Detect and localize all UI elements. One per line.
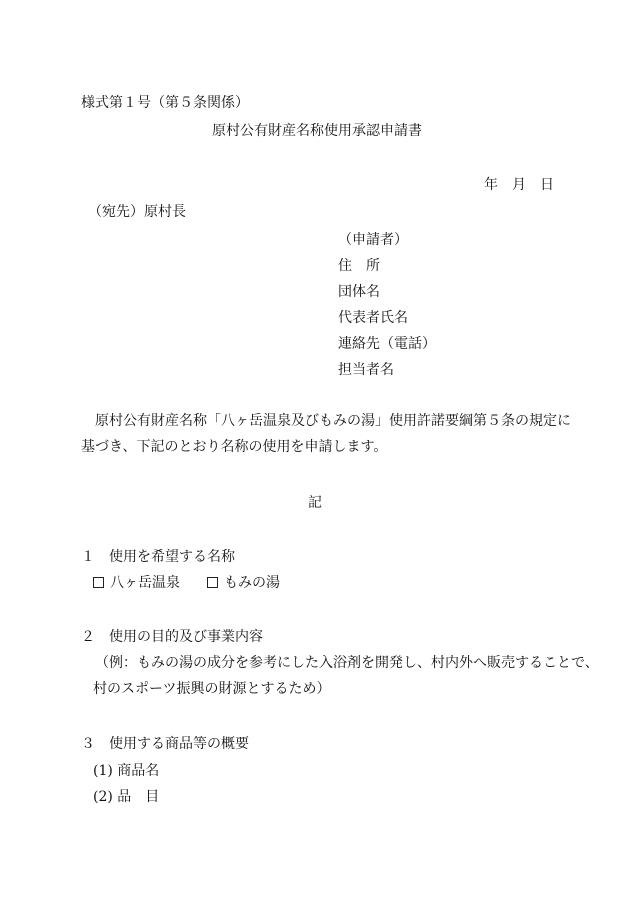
section2-heading: ２ 使用の目的及び事業内容 (81, 629, 263, 645)
section3-item-product-name: (1) 商品名 (93, 763, 160, 779)
section1-heading: １ 使用を希望する名称 (81, 549, 235, 565)
checkbox-icon[interactable] (93, 577, 104, 588)
checkbox-icon[interactable] (207, 577, 218, 588)
section2-example-line1: （例：もみの湯の成分を参考にした入浴剤を開発し、村内外へ販売することで、 (95, 655, 599, 671)
body-text-line2: 基づき、下記のとおり名称の使用を申請します。 (81, 439, 388, 455)
applicant-phone-label: 連絡先（電話） (338, 336, 436, 352)
applicant-address-label: 住 所 (338, 258, 380, 274)
ki-label: 記 (308, 495, 322, 511)
form-header: 様式第１号（第５条関係） (81, 95, 249, 111)
applicant-contact-label: 担当者名 (338, 362, 394, 378)
addressee: （宛先）原村長 (88, 204, 186, 220)
applicant-rep-label: 代表者氏名 (338, 310, 408, 326)
body-text-line1: 原村公有財産名称「八ヶ岳温泉及びもみの湯」使用許諾要綱第５条の規定に (95, 413, 571, 429)
section2-example-line2: 村のスポーツ振興の財源とするため） (93, 681, 331, 697)
option-yatsugatake[interactable] (93, 576, 180, 590)
option-label: 八ヶ岳温泉 (110, 575, 180, 591)
document-title: 原村公有財産名称使用承認申請書 (212, 123, 422, 139)
applicant-heading: （申請者） (338, 232, 408, 248)
date-line: 年 月 日 (484, 177, 554, 193)
option-label: もみの湯 (224, 575, 280, 591)
option-mominoyu[interactable] (207, 576, 280, 590)
section3-heading: ３ 使用する商品等の概要 (81, 736, 249, 752)
section3-item-category: (2) 品 目 (93, 789, 160, 805)
applicant-org-label: 団体名 (338, 284, 380, 300)
